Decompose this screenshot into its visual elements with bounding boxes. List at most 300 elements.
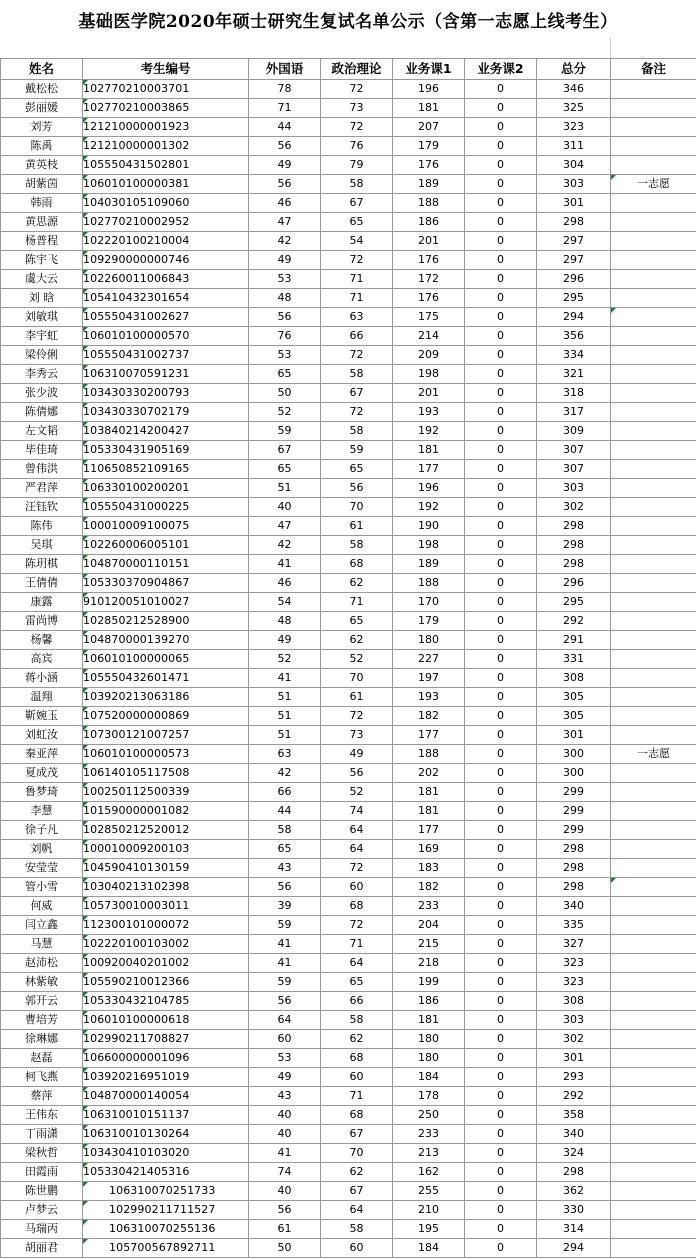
cell-politics[interactable]	[321, 536, 393, 555]
cell-total[interactable]	[537, 384, 611, 403]
cell-id[interactable]	[83, 840, 249, 859]
cell-politics[interactable]	[321, 99, 393, 118]
cell-course2[interactable]	[465, 251, 537, 270]
cell-foreign-language[interactable]	[249, 460, 321, 479]
cell-name[interactable]	[1, 175, 83, 194]
cell-course2[interactable]	[465, 840, 537, 859]
cell-total[interactable]	[537, 916, 611, 935]
cell-id[interactable]	[83, 574, 249, 593]
cell-note[interactable]	[611, 783, 696, 802]
cell-course1[interactable]	[393, 954, 465, 973]
cell-politics[interactable]	[321, 175, 393, 194]
cell-id[interactable]	[83, 1163, 249, 1182]
cell-id[interactable]	[83, 973, 249, 992]
col-header-foreign-language[interactable]: 外国语	[249, 59, 321, 80]
cell-id[interactable]	[83, 441, 249, 460]
cell-course2[interactable]	[465, 1106, 537, 1125]
cell-foreign-language[interactable]	[249, 270, 321, 289]
cell-course2[interactable]	[465, 973, 537, 992]
cell-note[interactable]	[611, 1220, 696, 1239]
cell-course1[interactable]	[393, 612, 465, 631]
cell-course1[interactable]	[393, 99, 465, 118]
cell-note[interactable]	[611, 1144, 696, 1163]
cell-course2[interactable]	[465, 289, 537, 308]
cell-course2[interactable]	[465, 384, 537, 403]
cell-course1[interactable]	[393, 650, 465, 669]
cell-politics[interactable]	[321, 821, 393, 840]
cell-name[interactable]	[1, 897, 83, 916]
cell-politics[interactable]	[321, 479, 393, 498]
cell-politics[interactable]	[321, 840, 393, 859]
cell-total[interactable]	[537, 479, 611, 498]
cell-foreign-language[interactable]	[249, 175, 321, 194]
cell-total[interactable]	[537, 1201, 611, 1220]
cell-name[interactable]	[1, 308, 83, 327]
cell-course2[interactable]	[465, 1011, 537, 1030]
cell-total[interactable]	[537, 1163, 611, 1182]
cell-id[interactable]	[83, 878, 249, 897]
cell-course1[interactable]	[393, 1068, 465, 1087]
cell-note[interactable]	[611, 1182, 696, 1201]
cell-foreign-language[interactable]	[249, 859, 321, 878]
cell-id[interactable]	[83, 669, 249, 688]
col-header-total[interactable]: 总分	[537, 59, 611, 80]
cell-name[interactable]	[1, 422, 83, 441]
cell-foreign-language[interactable]	[249, 764, 321, 783]
cell-foreign-language[interactable]	[249, 1201, 321, 1220]
cell-course1[interactable]	[393, 441, 465, 460]
cell-name[interactable]	[1, 859, 83, 878]
cell-id[interactable]	[83, 384, 249, 403]
cell-course1[interactable]	[393, 1239, 465, 1258]
cell-course1[interactable]	[393, 175, 465, 194]
cell-id[interactable]	[83, 232, 249, 251]
cell-name[interactable]	[1, 118, 83, 137]
cell-name[interactable]	[1, 213, 83, 232]
cell-note[interactable]	[611, 517, 696, 536]
cell-id[interactable]	[83, 1087, 249, 1106]
cell-course2[interactable]	[465, 232, 537, 251]
cell-name[interactable]	[1, 479, 83, 498]
cell-politics[interactable]	[321, 897, 393, 916]
cell-politics[interactable]	[321, 1201, 393, 1220]
cell-politics[interactable]	[321, 137, 393, 156]
cell-politics[interactable]	[321, 555, 393, 574]
cell-course2[interactable]	[465, 460, 537, 479]
cell-foreign-language[interactable]	[249, 1220, 321, 1239]
cell-note[interactable]	[611, 726, 696, 745]
cell-course2[interactable]	[465, 365, 537, 384]
cell-note[interactable]	[611, 574, 696, 593]
cell-name[interactable]	[1, 612, 83, 631]
cell-note[interactable]	[611, 536, 696, 555]
cell-politics[interactable]	[321, 1182, 393, 1201]
cell-course2[interactable]	[465, 783, 537, 802]
cell-name[interactable]	[1, 1201, 83, 1220]
cell-politics[interactable]	[321, 118, 393, 137]
cell-course1[interactable]	[393, 1201, 465, 1220]
cell-course1[interactable]	[393, 137, 465, 156]
cell-name[interactable]	[1, 954, 83, 973]
cell-course2[interactable]	[465, 593, 537, 612]
cell-name[interactable]	[1, 346, 83, 365]
cell-note[interactable]	[611, 1068, 696, 1087]
cell-foreign-language[interactable]	[249, 1163, 321, 1182]
cell-name[interactable]	[1, 802, 83, 821]
cell-politics[interactable]	[321, 783, 393, 802]
cell-id[interactable]	[83, 1049, 249, 1068]
cell-foreign-language[interactable]	[249, 555, 321, 574]
cell-course1[interactable]	[393, 574, 465, 593]
cell-total[interactable]	[537, 99, 611, 118]
cell-name[interactable]	[1, 270, 83, 289]
cell-total[interactable]	[537, 574, 611, 593]
cell-politics[interactable]	[321, 1163, 393, 1182]
cell-total[interactable]	[537, 346, 611, 365]
cell-course2[interactable]	[465, 954, 537, 973]
cell-course1[interactable]	[393, 156, 465, 175]
col-header-course1[interactable]: 业务课1	[393, 59, 465, 80]
cell-course1[interactable]	[393, 821, 465, 840]
cell-foreign-language[interactable]	[249, 802, 321, 821]
col-header-note[interactable]: 备注	[611, 59, 696, 80]
cell-total[interactable]	[537, 422, 611, 441]
cell-course2[interactable]	[465, 1049, 537, 1068]
cell-note[interactable]	[611, 992, 696, 1011]
cell-course1[interactable]	[393, 764, 465, 783]
cell-politics[interactable]	[321, 1239, 393, 1258]
cell-course1[interactable]	[393, 213, 465, 232]
cell-foreign-language[interactable]	[249, 1068, 321, 1087]
cell-foreign-language[interactable]	[249, 99, 321, 118]
cell-foreign-language[interactable]	[249, 650, 321, 669]
cell-total[interactable]	[537, 1125, 611, 1144]
cell-course2[interactable]	[465, 536, 537, 555]
cell-politics[interactable]	[321, 802, 393, 821]
cell-note[interactable]	[611, 194, 696, 213]
cell-total[interactable]	[537, 1106, 611, 1125]
cell-politics[interactable]	[321, 1144, 393, 1163]
cell-course1[interactable]	[393, 327, 465, 346]
cell-name[interactable]	[1, 821, 83, 840]
cell-politics[interactable]	[321, 669, 393, 688]
col-header-politics[interactable]: 政治理论	[321, 59, 393, 80]
cell-politics[interactable]	[321, 1220, 393, 1239]
cell-id[interactable]	[83, 1125, 249, 1144]
cell-politics[interactable]	[321, 935, 393, 954]
cell-foreign-language[interactable]	[249, 707, 321, 726]
cell-foreign-language[interactable]	[249, 612, 321, 631]
cell-course1[interactable]	[393, 555, 465, 574]
cell-foreign-language[interactable]	[249, 1182, 321, 1201]
cell-politics[interactable]	[321, 346, 393, 365]
cell-id[interactable]	[83, 1201, 249, 1220]
cell-total[interactable]	[537, 232, 611, 251]
cell-course2[interactable]	[465, 213, 537, 232]
cell-foreign-language[interactable]	[249, 593, 321, 612]
cell-total[interactable]	[537, 707, 611, 726]
cell-course2[interactable]	[465, 821, 537, 840]
cell-total[interactable]	[537, 555, 611, 574]
cell-id[interactable]	[83, 213, 249, 232]
cell-course1[interactable]	[393, 289, 465, 308]
cell-course2[interactable]	[465, 403, 537, 422]
cell-course2[interactable]	[465, 1144, 537, 1163]
cell-name[interactable]	[1, 441, 83, 460]
cell-id[interactable]	[83, 403, 249, 422]
cell-total[interactable]	[537, 251, 611, 270]
cell-name[interactable]	[1, 973, 83, 992]
cell-name[interactable]	[1, 498, 83, 517]
cell-course2[interactable]	[465, 650, 537, 669]
cell-total[interactable]	[537, 403, 611, 422]
cell-course1[interactable]	[393, 593, 465, 612]
cell-name[interactable]	[1, 935, 83, 954]
cell-course1[interactable]	[393, 1125, 465, 1144]
cell-politics[interactable]	[321, 1030, 393, 1049]
cell-course2[interactable]	[465, 1239, 537, 1258]
cell-total[interactable]	[537, 80, 611, 99]
cell-politics[interactable]	[321, 270, 393, 289]
cell-id[interactable]	[83, 631, 249, 650]
cell-politics[interactable]	[321, 745, 393, 764]
cell-id[interactable]	[83, 80, 249, 99]
cell-id[interactable]	[83, 1239, 249, 1258]
cell-note[interactable]	[611, 688, 696, 707]
cell-course2[interactable]	[465, 745, 537, 764]
cell-foreign-language[interactable]	[249, 441, 321, 460]
cell-foreign-language[interactable]	[249, 80, 321, 99]
cell-total[interactable]	[537, 840, 611, 859]
cell-total[interactable]	[537, 118, 611, 137]
cell-note[interactable]	[611, 1049, 696, 1068]
cell-total[interactable]	[537, 1087, 611, 1106]
cell-id[interactable]	[83, 460, 249, 479]
cell-total[interactable]	[537, 175, 611, 194]
cell-foreign-language[interactable]	[249, 251, 321, 270]
cell-foreign-language[interactable]	[249, 821, 321, 840]
cell-name[interactable]	[1, 403, 83, 422]
cell-note[interactable]	[611, 213, 696, 232]
cell-foreign-language[interactable]	[249, 783, 321, 802]
cell-total[interactable]	[537, 137, 611, 156]
cell-note[interactable]	[611, 821, 696, 840]
cell-course2[interactable]	[465, 1030, 537, 1049]
cell-politics[interactable]	[321, 213, 393, 232]
cell-course2[interactable]	[465, 194, 537, 213]
cell-politics[interactable]	[321, 593, 393, 612]
cell-note[interactable]	[611, 764, 696, 783]
cell-politics[interactable]	[321, 460, 393, 479]
cell-course1[interactable]	[393, 365, 465, 384]
cell-name[interactable]	[1, 80, 83, 99]
cell-name[interactable]	[1, 1239, 83, 1258]
cell-id[interactable]	[83, 897, 249, 916]
cell-total[interactable]	[537, 365, 611, 384]
cell-foreign-language[interactable]	[249, 1087, 321, 1106]
cell-course1[interactable]	[393, 726, 465, 745]
cell-note[interactable]	[611, 479, 696, 498]
cell-name[interactable]	[1, 1106, 83, 1125]
cell-name[interactable]	[1, 1087, 83, 1106]
col-header-course2[interactable]: 业务课2	[465, 59, 537, 80]
cell-course1[interactable]	[393, 1011, 465, 1030]
cell-course1[interactable]	[393, 384, 465, 403]
cell-course1[interactable]	[393, 783, 465, 802]
cell-course1[interactable]	[393, 1106, 465, 1125]
cell-course1[interactable]	[393, 403, 465, 422]
cell-note[interactable]	[611, 441, 696, 460]
cell-id[interactable]	[83, 954, 249, 973]
cell-id[interactable]	[83, 498, 249, 517]
cell-total[interactable]	[537, 802, 611, 821]
cell-name[interactable]	[1, 1163, 83, 1182]
cell-total[interactable]	[537, 1220, 611, 1239]
cell-id[interactable]	[83, 707, 249, 726]
col-header-name[interactable]: 姓名	[1, 59, 83, 80]
cell-name[interactable]	[1, 327, 83, 346]
cell-name[interactable]	[1, 1125, 83, 1144]
cell-course1[interactable]	[393, 973, 465, 992]
cell-foreign-language[interactable]	[249, 688, 321, 707]
cell-note[interactable]	[611, 308, 696, 327]
cell-note[interactable]	[611, 137, 696, 156]
cell-foreign-language[interactable]	[249, 194, 321, 213]
cell-name[interactable]	[1, 840, 83, 859]
cell-foreign-language[interactable]	[249, 574, 321, 593]
cell-name[interactable]	[1, 631, 83, 650]
cell-course1[interactable]	[393, 118, 465, 137]
cell-name[interactable]	[1, 1049, 83, 1068]
cell-note[interactable]	[611, 346, 696, 365]
cell-course1[interactable]	[393, 1030, 465, 1049]
cell-note[interactable]	[611, 593, 696, 612]
cell-foreign-language[interactable]	[249, 878, 321, 897]
cell-foreign-language[interactable]	[249, 232, 321, 251]
cell-course2[interactable]	[465, 878, 537, 897]
cell-name[interactable]	[1, 289, 83, 308]
cell-course2[interactable]	[465, 612, 537, 631]
cell-politics[interactable]	[321, 232, 393, 251]
cell-total[interactable]	[537, 878, 611, 897]
cell-foreign-language[interactable]	[249, 536, 321, 555]
cell-course2[interactable]	[465, 935, 537, 954]
cell-total[interactable]	[537, 327, 611, 346]
cell-foreign-language[interactable]	[249, 289, 321, 308]
cell-politics[interactable]	[321, 574, 393, 593]
cell-note[interactable]	[611, 1239, 696, 1258]
cell-id[interactable]	[83, 593, 249, 612]
cell-total[interactable]	[537, 1144, 611, 1163]
cell-id[interactable]	[83, 365, 249, 384]
cell-name[interactable]	[1, 764, 83, 783]
cell-foreign-language[interactable]	[249, 346, 321, 365]
cell-note[interactable]	[611, 1201, 696, 1220]
cell-course2[interactable]	[465, 346, 537, 365]
cell-name[interactable]	[1, 194, 83, 213]
cell-total[interactable]	[537, 612, 611, 631]
cell-note[interactable]	[611, 327, 696, 346]
cell-course2[interactable]	[465, 175, 537, 194]
cell-total[interactable]	[537, 517, 611, 536]
cell-foreign-language[interactable]	[249, 631, 321, 650]
cell-course2[interactable]	[465, 669, 537, 688]
cell-politics[interactable]	[321, 422, 393, 441]
cell-id[interactable]	[83, 1144, 249, 1163]
cell-politics[interactable]	[321, 650, 393, 669]
cell-note[interactable]	[611, 270, 696, 289]
cell-course2[interactable]	[465, 1182, 537, 1201]
cell-course1[interactable]	[393, 194, 465, 213]
cell-note[interactable]	[611, 1163, 696, 1182]
cell-note[interactable]	[611, 498, 696, 517]
cell-foreign-language[interactable]	[249, 669, 321, 688]
cell-id[interactable]	[83, 327, 249, 346]
cell-course1[interactable]	[393, 232, 465, 251]
cell-foreign-language[interactable]	[249, 973, 321, 992]
cell-politics[interactable]	[321, 517, 393, 536]
cell-foreign-language[interactable]	[249, 365, 321, 384]
cell-note[interactable]	[611, 897, 696, 916]
cell-course1[interactable]	[393, 1144, 465, 1163]
cell-course1[interactable]	[393, 1182, 465, 1201]
cell-id[interactable]	[83, 745, 249, 764]
cell-note[interactable]	[611, 650, 696, 669]
cell-id[interactable]	[83, 137, 249, 156]
cell-note[interactable]	[611, 878, 696, 897]
cell-note[interactable]	[611, 1087, 696, 1106]
cell-total[interactable]	[537, 859, 611, 878]
cell-course1[interactable]	[393, 517, 465, 536]
cell-foreign-language[interactable]	[249, 1030, 321, 1049]
cell-total[interactable]	[537, 726, 611, 745]
cell-id[interactable]	[83, 612, 249, 631]
cell-foreign-language[interactable]	[249, 327, 321, 346]
cell-total[interactable]	[537, 593, 611, 612]
cell-total[interactable]	[537, 1049, 611, 1068]
cell-total[interactable]	[537, 631, 611, 650]
cell-course2[interactable]	[465, 99, 537, 118]
cell-foreign-language[interactable]	[249, 1239, 321, 1258]
cell-id[interactable]	[83, 916, 249, 935]
cell-total[interactable]	[537, 954, 611, 973]
cell-id[interactable]	[83, 289, 249, 308]
cell-note[interactable]	[611, 1030, 696, 1049]
cell-course2[interactable]	[465, 859, 537, 878]
cell-total[interactable]	[537, 669, 611, 688]
cell-politics[interactable]	[321, 384, 393, 403]
cell-note[interactable]	[611, 403, 696, 422]
cell-course2[interactable]	[465, 764, 537, 783]
cell-course1[interactable]	[393, 631, 465, 650]
cell-total[interactable]	[537, 783, 611, 802]
cell-id[interactable]	[83, 726, 249, 745]
cell-name[interactable]	[1, 460, 83, 479]
cell-note[interactable]	[611, 175, 696, 194]
cell-total[interactable]	[537, 1182, 611, 1201]
cell-id[interactable]	[83, 1106, 249, 1125]
cell-name[interactable]	[1, 232, 83, 251]
cell-course1[interactable]	[393, 916, 465, 935]
cell-course2[interactable]	[465, 441, 537, 460]
cell-politics[interactable]	[321, 859, 393, 878]
cell-foreign-language[interactable]	[249, 1106, 321, 1125]
cell-politics[interactable]	[321, 612, 393, 631]
cell-id[interactable]	[83, 1068, 249, 1087]
cell-foreign-language[interactable]	[249, 935, 321, 954]
cell-total[interactable]	[537, 650, 611, 669]
cell-name[interactable]	[1, 878, 83, 897]
